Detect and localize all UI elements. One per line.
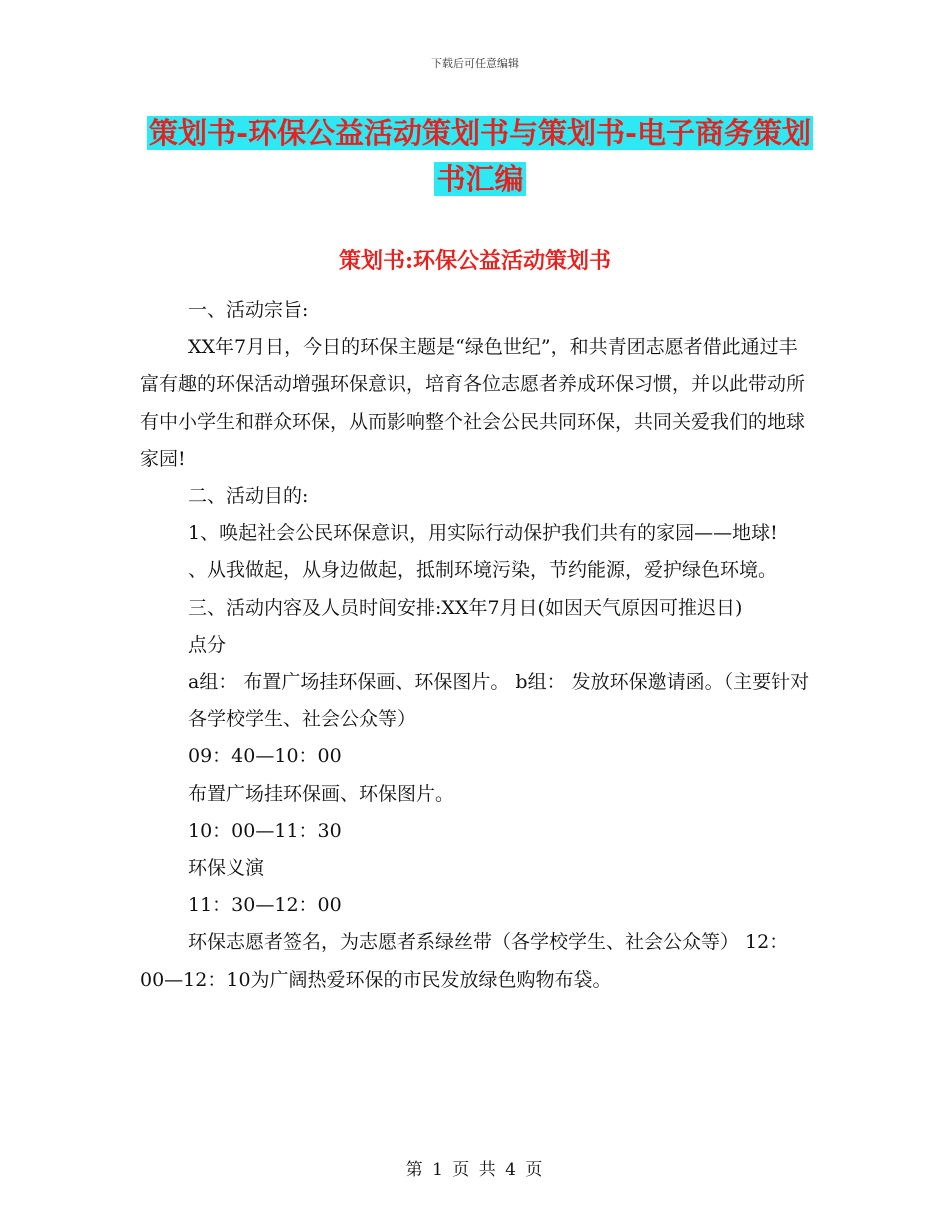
schedule-time: 10：00—11：30: [188, 819, 342, 842]
schedule-line: 环保志愿者签名，为志愿者系绿丝带（各学校学生、社会公众等） 12：00—12：10为广阔热爱环保的市民发放绿色购物布袋。: [140, 931, 789, 991]
schedule-line: a组： 布置广场挂环保画、环保图片。 b组： 发放环保邀请函。（主要针对各学校学生、社会公众等）: [188, 671, 810, 731]
goal-item-1: 1、唤起社会公民环保意识，用实际行动保护我们共有的家园——地球!: [188, 522, 778, 545]
title-line-2: 书汇编: [436, 162, 524, 196]
schedule-time: 09：40—10：00: [188, 745, 342, 768]
title-line-1: 策划书-环保公益活动策划书与策划书-电子商务策划: [148, 116, 812, 150]
schedule-line: 点分: [188, 633, 227, 656]
document-title: [140, 110, 820, 202]
heading-schedule: 三、活动内容及人员时间安排:XX年7月日(如因天气原因可推迟日): [188, 596, 743, 619]
schedule-line: 布置广场挂环保画、环保图片。: [188, 782, 455, 805]
schedule-time: 11：30—12：00: [188, 894, 342, 917]
goal-item-2: 、从我做起，从身边做起，抵制环境污染，节约能源，爱护绿色环境。: [188, 559, 778, 582]
page-number: 第 1 页 共 4 页: [405, 1160, 545, 1180]
heading-purpose: 一、活动宗旨:: [188, 299, 309, 321]
section-title: 策划书:环保公益活动策划书: [338, 248, 612, 274]
paragraph-purpose: XX年7月日，今日的环保主题是“绿色世纪”，和共青团志愿者借此通过丰富有趣的环保活动增强环保意识，培育各位志愿者养成环保习惯，并以此带动所有中小学生和群众环保，从而影响整个社会公民共同环保，共同关爱我们的地球家园!: [140, 336, 806, 470]
schedule-line: 环保义演: [188, 857, 265, 880]
heading-goals: 二、活动目的:: [188, 485, 309, 508]
document-body: [140, 292, 812, 999]
header-note: 下载后可任意编辑: [431, 57, 519, 70]
